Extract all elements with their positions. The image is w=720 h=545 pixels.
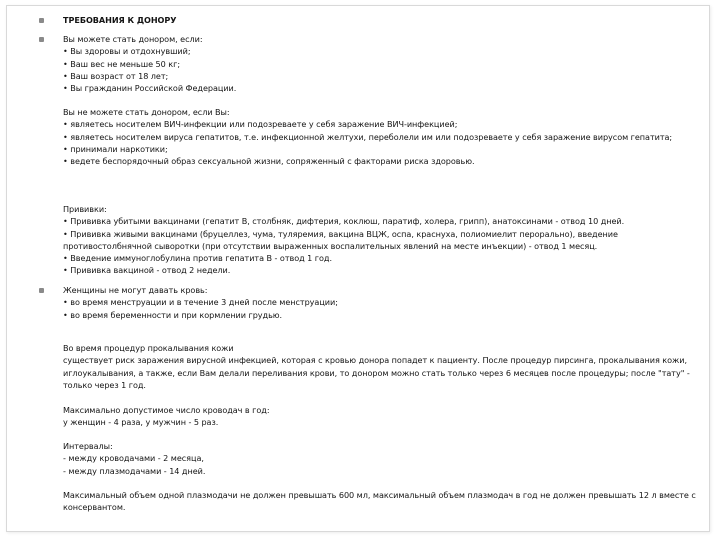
bullet-marker [39,18,44,23]
list-item: - между кроводачами - 2 месяца, [63,453,204,464]
list-item: - между плазмодачами - 14 дней. [63,465,206,476]
list-item: • Прививка вакциной - отвод 2 недели. [63,265,231,276]
max-donations-heading: Максимально допустимое число кроводач в год: [63,405,270,415]
eligibility-intro: Вы можете стать донором, если: [63,34,203,44]
list-item: • Прививка живыми вакцинами (бруцеллез, чума, туляремия, вакцина ВЦЖ, оспа, краснуха, полиомиелит перорально), введение противостолбнячной сыворотки (при отсутствии выраженных воспалительных явлений на месте инъекции) - отвод 1 месяц. [63,228,618,251]
list-item: • Ваш возраст от 18 лет; [63,70,169,81]
vaccinations-block [63,203,699,277]
contraindications-intro: Вы не можете стать донором, если Вы: [63,107,230,117]
women-block [63,284,699,321]
list-item: • Ваш вес не меньше 50 кг; [63,58,181,69]
contraindications-block [63,106,699,167]
list-item: • Введение иммуноглобулина против гепатита В - отвод 1 год. [63,253,332,264]
slide-title: ТРЕБОВАНИЯ К ДОНОРУ [63,15,177,25]
list-item: • ведете беспорядочный образ сексуальной жизни, сопряженный с факторами риска здоровью. [63,156,475,167]
max-donations-block [63,404,699,429]
list-item: • являетесь носителем вируса гепатитов, т.е. инфекционной желтухи, переболели им или подозреваете у себя заражение вирусом гепатита; [63,131,673,142]
eligibility-block [63,33,699,94]
list-item: • Вы здоровы и отдохнувший; [63,46,191,57]
intervals-intro: Интервалы: [63,441,113,451]
list-item: • являетесь носителем ВИЧ-инфекции или подозреваете у себя заражение ВИЧ-инфекцией; [63,119,458,130]
list-item: • Прививка убитыми вакцинами (гепатит В, столбняк, дифтерия, коклюш, паратиф, холера, грипп), анатоксинами - отвод 10 дней. [63,216,625,227]
vaccinations-intro: Прививки: [63,204,107,214]
max-donations-text: у женщин - 4 раза, у мужчин - 5 раз. [63,417,219,428]
bullet-marker [39,288,44,293]
skin-procedures-heading: Во время процедур прокалывания кожи [63,343,234,353]
max-volume-text: Максимальный объем одной плазмодачи не должен превышать 600 мл, максимальный объем плазмодач в год не должен превышать 12 л вместе с консервантом. [63,490,696,513]
list-item: • Вы гражданин Российской Федерации. [63,83,237,94]
skin-procedures-text: существует риск заражения вирусной инфекцией, которая с кровью донора попадет к пациенту. После процедур пирсинга, прокалывания кожи, иглоукалывания, а также, если Вам делали переливания крови, то донором можно стать только через 6 месяцев после процедуры; после "тату" - только через 1 год. [63,355,690,390]
intervals-block [63,440,699,477]
women-intro: Женщины не могут давать кровь: [63,285,208,295]
list-item: • во время менструации и в течение 3 дней после менструации; [63,297,338,308]
bullet-marker [39,37,44,42]
list-item: • во время беременности и при кормлении грудью. [63,309,283,320]
list-item: • принимали наркотики; [63,143,168,154]
skin-procedures-block [63,342,699,391]
slide [6,5,710,532]
